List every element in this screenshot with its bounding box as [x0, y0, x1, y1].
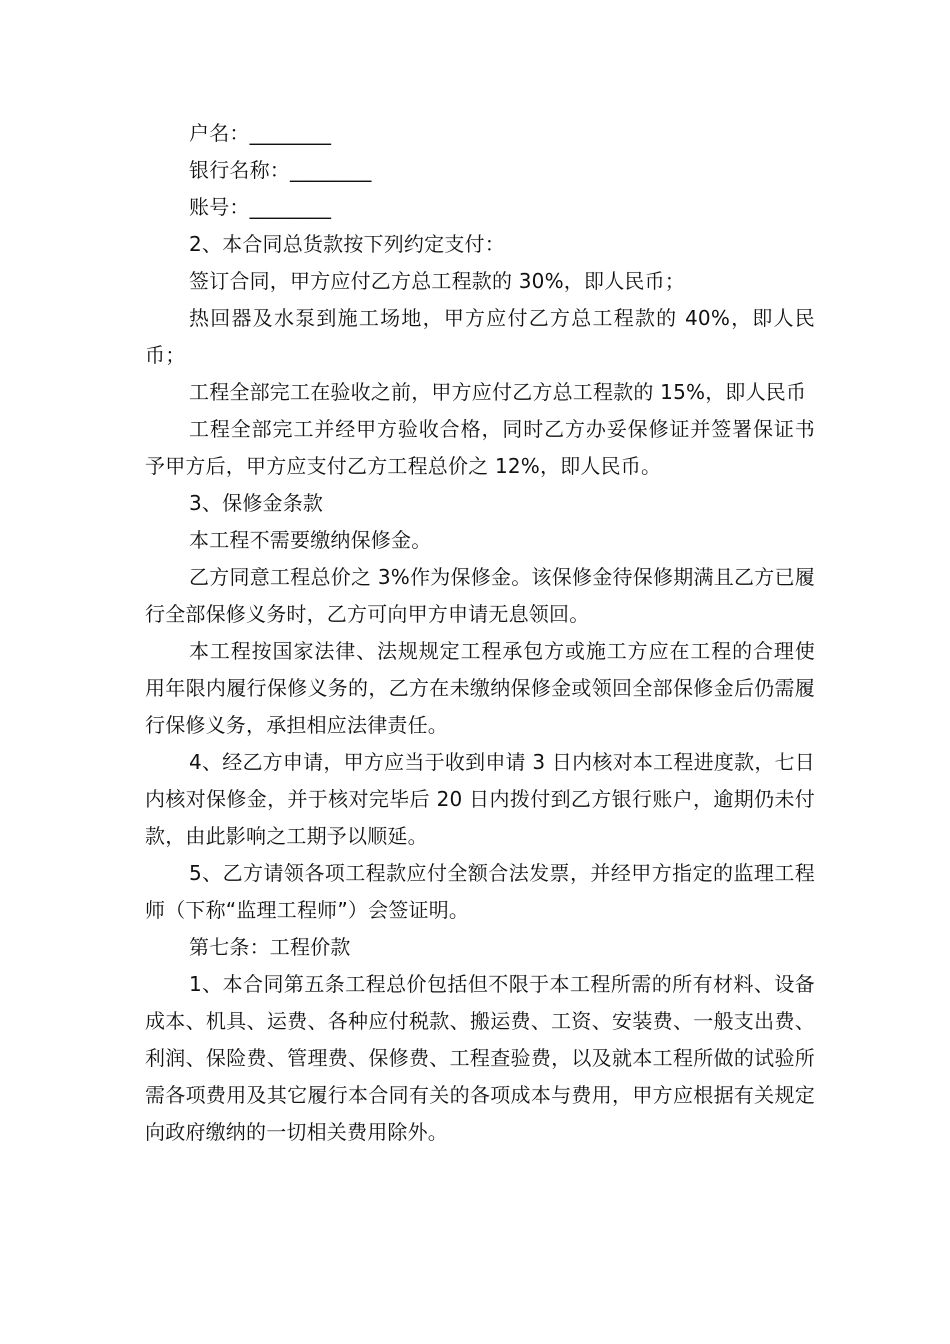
account-number-blank: ________ — [249, 195, 332, 219]
paragraph-payment-before-acceptance: 工程全部完工在验收之前，甲方应付乙方总工程款的 15%，即人民币 — [189, 380, 807, 404]
account-number-line — [145, 189, 815, 226]
article-seven-heading: 第七条：工程价款 — [189, 935, 351, 959]
paragraph-warranty-deposit: 乙方同意工程总价之 3%作为保修金。该保修金待保修期满且乙方已履行全部保修义务时，乙方可向甲方申请无息领回。 — [145, 565, 815, 626]
paragraph-price-scope: 1、本合同第五条工程总价包括但不限于本工程所需的所有材料、设备成本、机具、运费、各种应付税款、搬运费、工资、安装费、一般支出费、利润、保险费、管理费、保修费、工程查验费，以及就本工程所做的试验所需各项费用及其它履行本合同有关的各项成本与费用，甲方应根据有关规定向政府缴纳的一切相关费用除外。 — [145, 972, 815, 1144]
paragraph-invoice: 5、乙方请领各项工程款应付全额合法发票，并经甲方指定的监理工程师（下称“监理工程师”）会签证明。 — [145, 861, 815, 922]
paragraph-warranty-heading: 3、保修金条款 — [189, 491, 324, 515]
bank-name-label: 银行名称： — [189, 158, 290, 182]
bank-name-line — [145, 152, 815, 189]
account-name-label: 户名： — [189, 121, 250, 145]
paragraph-payment-after-acceptance: 工程全部完工并经甲方验收合格，同时乙方办妥保修证并签署保证书予甲方后，甲方应支付乙方工程总价之 12%，即人民币。 — [145, 417, 815, 478]
paragraph-warranty-obligation: 本工程按国家法律、法规规定工程承包方或施工方应在工程的合理使用年限内履行保修义务的，乙方在未缴纳保修金或领回全部保修金后仍需履行保修义务，承担相应法律责任。 — [145, 639, 815, 737]
paragraph-payment-delivery: 热回器及水泵到施工场地，甲方应付乙方总工程款的 40%，即人民币； — [145, 306, 815, 367]
paragraph-no-warranty-deposit: 本工程不需要缴纳保修金。 — [189, 528, 432, 552]
document-body — [145, 115, 815, 1151]
account-name-line — [145, 115, 815, 152]
account-number-label: 账号： — [189, 195, 250, 219]
paragraph-application-review: 4、经乙方申请，甲方应当于收到申请 3 日内核对本工程进度款，七日内核对保修金，并于核对完毕后 20 日内拨付到乙方银行账户，逾期仍未付款，由此影响之工期予以顺延。 — [145, 750, 815, 848]
paragraph-payment-terms: 2、本合同总货款按下列约定支付： — [189, 232, 505, 256]
bank-name-blank: ________ — [290, 158, 372, 182]
paragraph-payment-signing: 签订合同，甲方应付乙方总工程款的 30%，即人民币； — [189, 269, 686, 293]
account-name-blank: ________ — [249, 121, 332, 145]
